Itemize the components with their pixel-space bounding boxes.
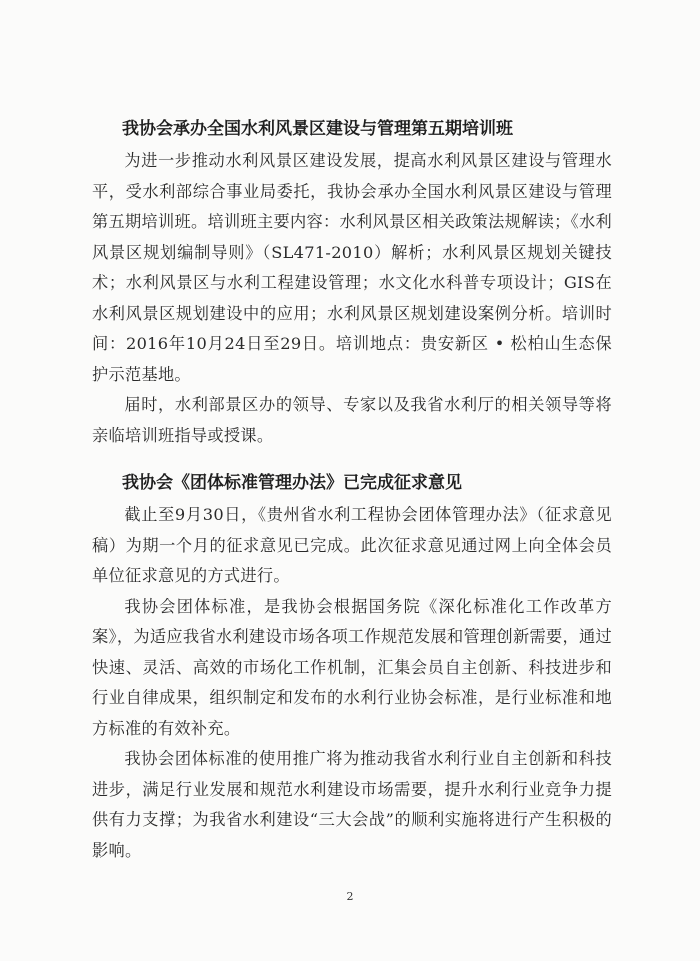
paragraph: 为进一步推动水利风景区建设发展，提高水利风景区建设与管理水平，受水利部综合事业局委托，我协会承办全国水利风景区建设与管理第五期培训班。培训班主要内容：水利风景区相关政策法规解读；《水利风景区规划编制导则》（SL471-2010）解析；水利风景区规划关键技术；水利风景区与水利工程建设管理；水文化水科普专项设计；GIS在水利风景区规划建设中的应用；水利风景区规划建设案例分析。培训时间：2016年10月24日至29日。培训地点：贵安新区 • 松柏山生态保护示范基地。 xyxy=(92,151,612,384)
section-training-course xyxy=(92,116,612,451)
paragraph: 我协会团体标准，是我协会根据国务院《深化标准化工作改革方案》，为适应我省水利建设市场各项工作规范发展和管理创新需要，通过快速、灵活、高效的市场化工作机制，汇集会员自主创新、科技进步和行业自律成果，组织制定和发布的水利行业协会标准，是行业标准和地方标准的有效补充。 xyxy=(92,596,612,738)
section-heading: 我协会承办全国水利风景区建设与管理第五期培训班 xyxy=(122,119,513,139)
section-group-standard xyxy=(92,470,612,866)
paragraph: 我协会团体标准的使用推广将为推动我省水利行业自主创新和科技进步，满足行业发展和规范水利建设市场需要，提升水利行业竞争力提供有力支撑；为我省水利建设“三大会战”的顺利实施将进行产生积极的影响。 xyxy=(92,749,612,860)
section-heading: 我协会《团体标准管理办法》已完成征求意见 xyxy=(122,473,462,493)
page-number: 2 xyxy=(346,890,354,903)
paragraph: 届时，水利部景区办的领导、专家以及我省水利厅的相关领导等将亲临培训班指导或授课。 xyxy=(92,395,612,445)
paragraph: 截止至9月30日，《贵州省水利工程协会团体管理办法》（征求意见稿）为期一个月的征求意见已完成。此次征求意见通过网上向全体会员单位征求意见的方式进行。 xyxy=(92,505,612,585)
